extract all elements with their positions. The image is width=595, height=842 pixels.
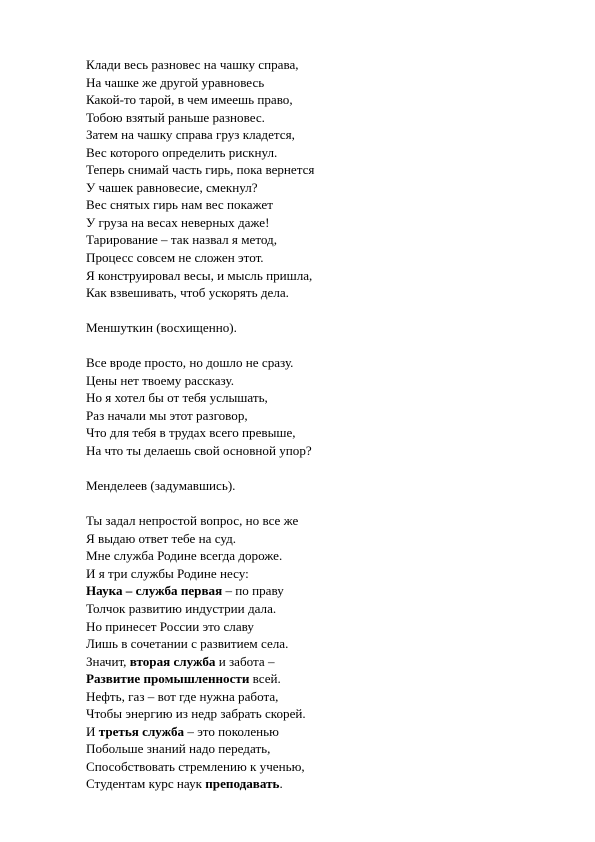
poem-line — [86, 653, 556, 671]
poem-line — [86, 723, 556, 741]
poem-line: Какой-то тарой, в чем имеешь право, — [86, 92, 293, 108]
bold-phrase: Развитие промышленности — [86, 671, 250, 687]
poem-line: Как взвешивать, чтоб ускорять дела. — [86, 285, 289, 301]
stanza-weighing-method — [86, 56, 556, 302]
stanza-gap — [86, 337, 556, 355]
stanza-gap — [86, 302, 556, 320]
poem-line: Что для тебя в трудах всего превыше, — [86, 425, 296, 441]
poem-line: Тарирование – так назвал я метод, — [86, 232, 277, 248]
poem-line: Раз начали мы этот разговор, — [86, 407, 248, 423]
line-rest: всей. — [249, 671, 281, 687]
poem-line: Процесс совсем не сложен этот. — [86, 250, 264, 266]
poem-line: Нефть, газ – вот где нужна работа, — [86, 688, 279, 704]
poem-line: Тобою взятый раньше разновес. — [86, 109, 265, 125]
poem-line: И я три службы Родине несу: — [86, 565, 249, 581]
poem-line: Мне служба Родине всегда дороже. — [86, 548, 283, 564]
poem-line: Способствовать стремлению к ученью, — [86, 758, 305, 774]
poem-line: Клади весь разновес на чашку справа, — [86, 57, 299, 72]
poem-line: У чашек равновесие, смекнул? — [86, 179, 258, 195]
poem-line — [86, 670, 556, 688]
stanza-gap — [86, 495, 556, 513]
bold-phrase: Наука – служба первая — [86, 583, 223, 599]
line-rest: и забота – — [215, 653, 275, 669]
poem-line: Но я хотел бы от тебя услышать, — [86, 390, 268, 406]
poem-line: На чашке же другой уравновесь — [86, 74, 265, 90]
poem-line — [86, 582, 556, 600]
line-rest: – по праву — [222, 583, 284, 599]
line-start: Значит, — [86, 653, 130, 669]
bold-phrase: преподавать — [205, 776, 280, 792]
poem-line — [86, 775, 556, 793]
poem-line: Я конструировал весы, и мысль пришла, — [86, 267, 313, 283]
poem-line: Цены нет твоему рассказу. — [86, 372, 234, 388]
poem-line: Побольше знаний надо передать, — [86, 741, 271, 757]
stanza-gap — [86, 460, 556, 478]
poem-line: Вес которого определить рискнул. — [86, 144, 278, 160]
bold-phrase: третья служба — [98, 723, 185, 739]
line-start: Студентам курс наук — [86, 776, 206, 792]
poem-line: На что ты делаешь свой основной упор? — [86, 443, 312, 459]
poem-text — [86, 56, 556, 793]
poem-line: Лишь в сочетании с развитием села. — [86, 636, 289, 652]
poem-line: Теперь снимай часть гирь, пока вернется — [86, 162, 315, 178]
stanza-question — [86, 354, 556, 459]
poem-line: Чтобы энергию из недр забрать скорей. — [86, 706, 306, 722]
bold-phrase: вторая служба — [129, 653, 216, 669]
poem-line: Толчок развитию индустрии дала. — [86, 600, 277, 616]
line-rest: – это поколенью — [184, 723, 279, 739]
poem-line: Но принесет России это славу — [86, 618, 254, 634]
poem-line: Ты задал непростой вопрос, но все же — [86, 513, 299, 529]
poem-line: Все вроде просто, но дошло не сразу. — [86, 355, 294, 371]
speaker-line: Менделеев (задумавшись). — [86, 478, 236, 494]
poem-line: Затем на чашку справа груз кладется, — [86, 127, 295, 143]
speaker-line: Меншуткин (восхищенно). — [86, 320, 237, 336]
poem-line: Я выдаю ответ тебе на суд. — [86, 530, 237, 546]
poem-line: Вес снятых гирь нам вес покажет — [86, 197, 273, 213]
line-start: И — [86, 723, 99, 739]
stanza-three-services — [86, 512, 556, 793]
poem-line: У груза на весах неверных даже! — [86, 214, 270, 230]
line-rest: . — [279, 776, 283, 792]
